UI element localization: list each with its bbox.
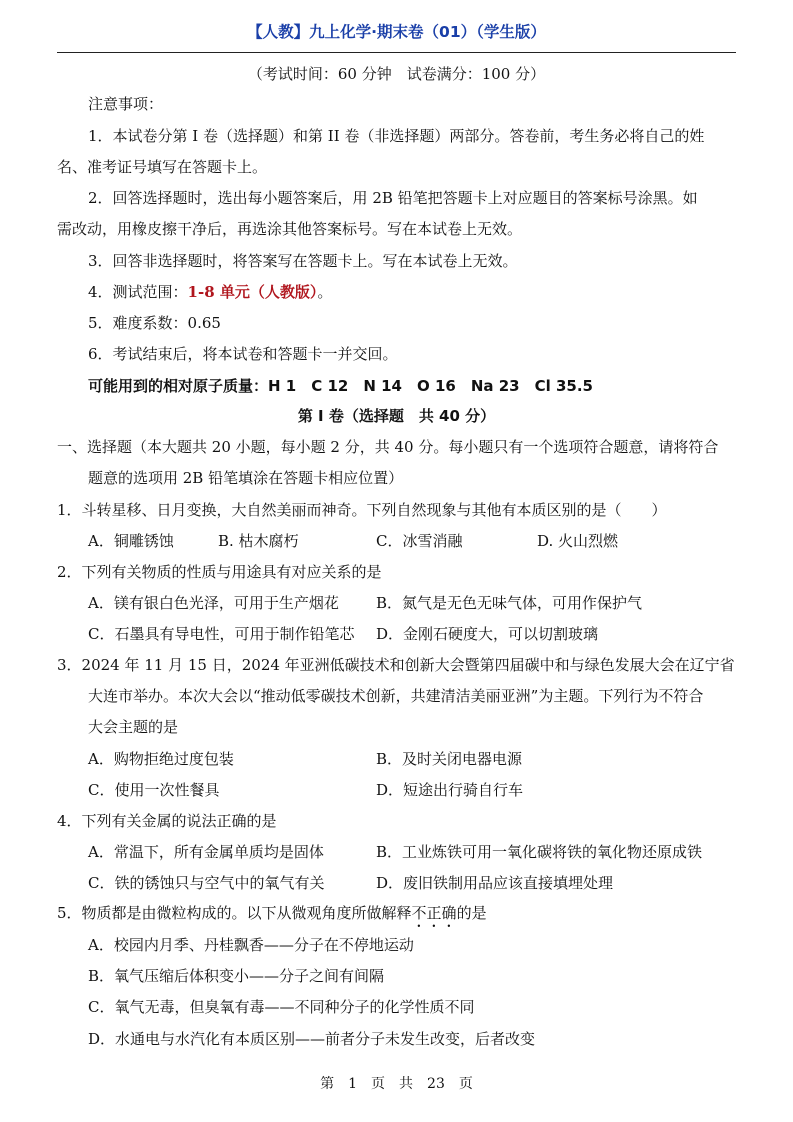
- question-5-stem: [57, 903, 487, 931]
- section-1-intro-line-1: 一、选择题（本大题共 20 小题，每小题 2 分，共 40 分。每小题只有一个选项符合题意，请将符合: [57, 438, 719, 456]
- question-3-option-a: A．购物拒绝过度包装: [88, 750, 234, 768]
- question-1-option-a: A．铜雕锈蚀: [88, 532, 174, 550]
- note-item-4: [88, 282, 332, 302]
- question-5-emphasis: 不正确: [411, 904, 457, 922]
- question-4-option-b: B．工业炼铁可用一氧化碳将铁的氧化物还原成铁: [376, 843, 703, 861]
- question-2-option-c: C．石墨具有导电性，可用于制作铅笔芯: [88, 625, 355, 643]
- question-1-option-d: D. 火山烈燃: [537, 532, 619, 550]
- atomic-masses: 可能用到的相对原子质量：H 1 C 12 N 14 O 16 Na 23 Cl 35.5: [88, 377, 593, 395]
- question-5-option-c: C．氧气无毒，但臭氧有毒——不同种分子的化学性质不同: [88, 998, 475, 1016]
- question-4-option-c: C．铁的锈蚀只与空气中的氧气有关: [88, 874, 325, 892]
- question-3-stem-line-2: 大连市举办。本次大会以“推动低零碳技术创新，共建清洁美丽亚洲”为主题。下列行为不符合: [88, 687, 704, 705]
- question-5-stem-suffix: 的是: [456, 904, 487, 922]
- question-3-option-d: D．短途出行骑自行车: [376, 781, 524, 799]
- header-rule: [57, 52, 736, 53]
- section-1-title: 第 I 卷（选择题 共 40 分）: [297, 407, 496, 425]
- question-5-stem-prefix: 5．物质都是由微粒构成的。以下从微观角度所做解释: [57, 904, 412, 922]
- note-item-3: 3．回答非选择题时，将答案写在答题卡上。写在本试卷上无效。: [88, 252, 518, 270]
- question-1-option-b: B. 枯木腐朽: [218, 532, 299, 550]
- page-header-title: 【人教】九上化学·期末卷（01）（学生版）: [247, 23, 546, 41]
- exam-info: （考试时间：60 分钟 试卷满分：100 分）: [247, 65, 546, 83]
- question-1-stem: 1．斗转星移、日月变换，大自然美丽而神奇。下列自然现象与其他有本质区别的是（ ）: [57, 501, 667, 519]
- question-3-stem-line-1: 3．2024 年 11 月 15 日，2024 年亚洲低碳技术和创新大会暨第四届碳中和与绿色发展大会在辽宁省: [57, 656, 735, 674]
- question-4-option-a: A．常温下，所有金属单质均是固体: [88, 843, 324, 861]
- question-3-stem-line-3: 大会主题的是: [88, 718, 179, 736]
- note-item-4-prefix: 4．测试范围：: [88, 283, 188, 301]
- question-2-stem: 2．下列有关物质的性质与用途具有对应关系的是: [57, 563, 382, 581]
- notes-heading: 注意事项：: [88, 95, 164, 113]
- note-item-5: 5．难度系数：0.65: [88, 314, 221, 332]
- question-2-option-d: D．金刚石硬度大，可以切割玻璃: [376, 625, 599, 643]
- note-item-1-line-2: 名、准考证号填写在答题卡上。: [57, 158, 268, 176]
- note-item-4-suffix: 。: [317, 283, 333, 301]
- note-item-1-line-1: 1．本试卷分第 I 卷（选择题）和第 II 卷（非选择题）两部分。答卷前，考生务必将自己的姓: [88, 127, 705, 145]
- question-3-option-c: C．使用一次性餐具: [88, 781, 220, 799]
- note-item-2-line-2: 需改动，用橡皮擦干净后，再选涂其他答案标号。写在本试卷上无效。: [57, 220, 523, 238]
- question-2-option-a: A．镁有银白色光泽，可用于生产烟花: [88, 594, 339, 612]
- question-5-option-a: A．校园内月季、丹桂飘香——分子在不停地运动: [88, 936, 414, 954]
- question-3-option-b: B．及时关闭电器电源: [376, 750, 523, 768]
- note-item-2-line-1: 2．回答选择题时，选出每小题答案后，用 2B 铅笔把答题卡上对应题目的答案标号涂黑。如: [88, 189, 698, 207]
- question-2-option-b: B．氮气是无色无味气体，可用作保护气: [376, 594, 643, 612]
- question-5-option-b: B．氧气压缩后体积变小——分子之间有间隔: [88, 967, 385, 985]
- note-item-6: 6．考试结束后，将本试卷和答题卡一并交回。: [88, 345, 398, 363]
- question-4-stem: 4．下列有关金属的说法正确的是: [57, 812, 277, 830]
- question-5-option-d: D．水通电与水汽化有本质区别——前者分子未发生改变，后者改变: [88, 1030, 536, 1048]
- test-scope-highlight: 1-8 单元（人教版）: [187, 283, 318, 301]
- question-1-option-c: C．冰雪消融: [376, 532, 463, 550]
- page-footer: 第 1 页 共 23 页: [320, 1076, 473, 1092]
- question-4-option-d: D．废旧铁制用品应该直接填埋处理: [376, 874, 614, 892]
- section-1-intro-line-2: 题意的选项用 2B 铅笔填涂在答题卡相应位置）: [88, 469, 404, 487]
